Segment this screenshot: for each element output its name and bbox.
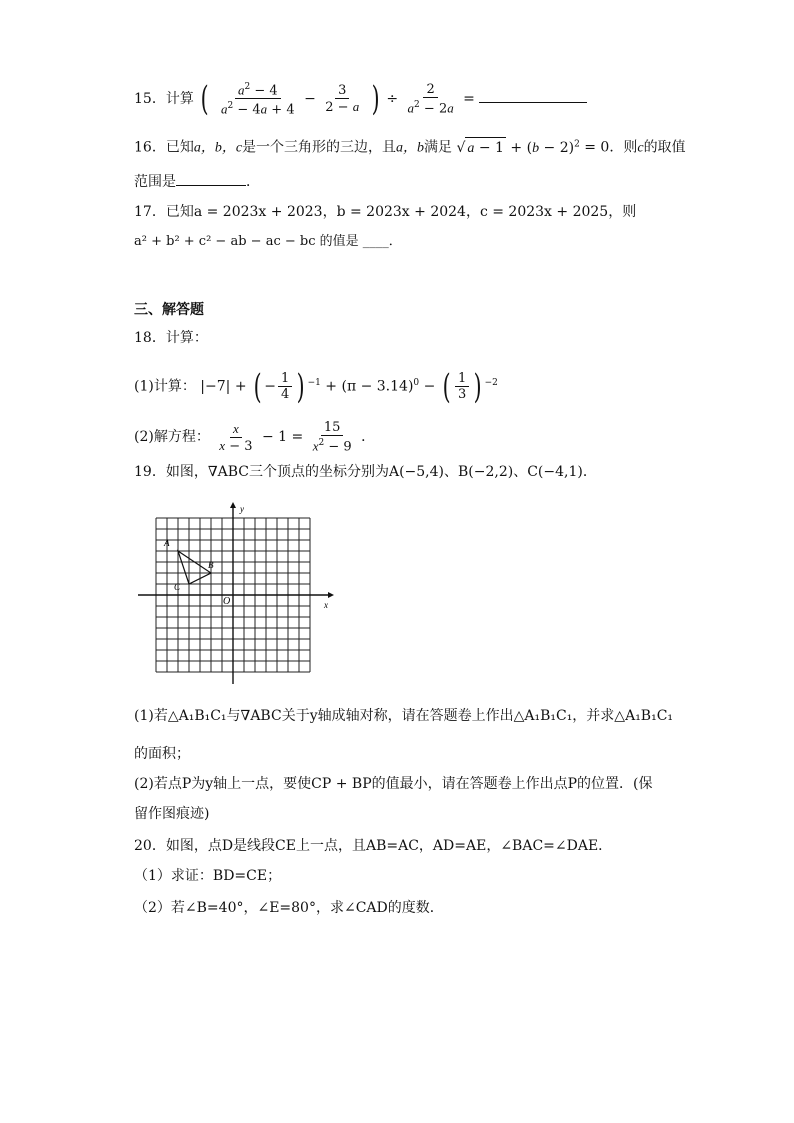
question-19-part1-b: 的面积； <box>134 746 190 762</box>
question-20-part1: （1）求证：BD=CE； <box>134 868 282 884</box>
coordinate-grid-figure <box>134 500 344 692</box>
fraction-1: $\frac{a^2 - 4}{a^2 - 4a + 4}$ <box>221 82 295 118</box>
x-label: x <box>324 600 328 610</box>
point-b-label: B <box>208 560 214 570</box>
y-label: y <box>240 504 244 514</box>
question-19-title: 19．如图，∇ABC三个顶点的坐标分别为A(−5,4)、B(−2,2)、C(−4,1)． <box>134 464 597 480</box>
right-paren: ) <box>371 78 380 119</box>
question-15: 15．计算 ( $\frac{a^2 - 4}{a^2 - 4a + 4}$ − $\frac{3}{2 - a}$ ) ÷ $\frac{2}{a^2 - 2a}$ = <box>134 80 587 118</box>
answer-blank-15 <box>479 102 587 103</box>
left-paren: ( <box>200 78 209 119</box>
section-heading: 三、解答题 <box>134 302 204 318</box>
question-20-title: 20．如图，点D是线段CE上一点，且AB=AC，AD=AE，∠BAC=∠DAE． <box>134 838 613 854</box>
question-18-title: 18．计算： <box>134 330 208 346</box>
question-17-line1: 17．已知a = 2023x + 2023，b = 2023x + 2024，c = 2023x + 2025，则 <box>134 204 637 220</box>
question-19-part2-a: (2)若点P为y轴上一点，要使CP + BP的值最小，请在答题卷上作出点P的位置．(保 <box>134 776 653 792</box>
question-18-part2: (2)解方程： $\frac{x}{x - 3}$ − 1 = $\frac{15}{x^2 - 9}$ ． <box>134 420 376 455</box>
point-a-label: A <box>164 538 170 548</box>
triangle-abc <box>178 551 211 584</box>
q15-label: 15．计算 <box>134 90 194 107</box>
question-18-part1: (1)计算： |−7| + ( − $\frac{1}{4}$ ) $^{-1} + (\pi - 3.14)^0$ − ( $\frac{1}{3}$ ) $^{-2}$ <box>134 366 498 407</box>
question-19-part1-a: (1)若△A₁B₁C₁与∇ABC关于y轴成轴对称，请在答题卷上作出△A₁B₁C₁，并求△A₁B₁C₁ <box>134 708 674 724</box>
origin-label: O <box>223 596 231 607</box>
question-17-line2: a² + b² + c² − ab − ac − bc 的值是 ____． <box>134 234 402 249</box>
fraction-2: $\frac{3}{2 - a}$ <box>325 82 360 115</box>
question-19-part2-b: 留作图痕迹) <box>134 806 210 822</box>
sqrt-expression: √ $a - 1 + (b - 2)^2$ <box>457 140 580 156</box>
question-16: 16．已知a，b，c是一个三角形的三边，且a，b满足 √ $a - 1 + (b - 2)^2 = 0$．则c的取值 <box>134 134 686 159</box>
fraction-3: $\frac{2}{a^2 - 2a}$ <box>407 81 454 116</box>
question-16-line2: 范围是 ． <box>134 174 260 190</box>
answer-blank-16 <box>176 185 246 186</box>
question-20-part2: （2）若∠B=40°，∠E=80°，求∠CAD的度数． <box>134 900 444 916</box>
equals-sign: = <box>463 90 475 107</box>
point-c-label: C <box>174 582 181 592</box>
